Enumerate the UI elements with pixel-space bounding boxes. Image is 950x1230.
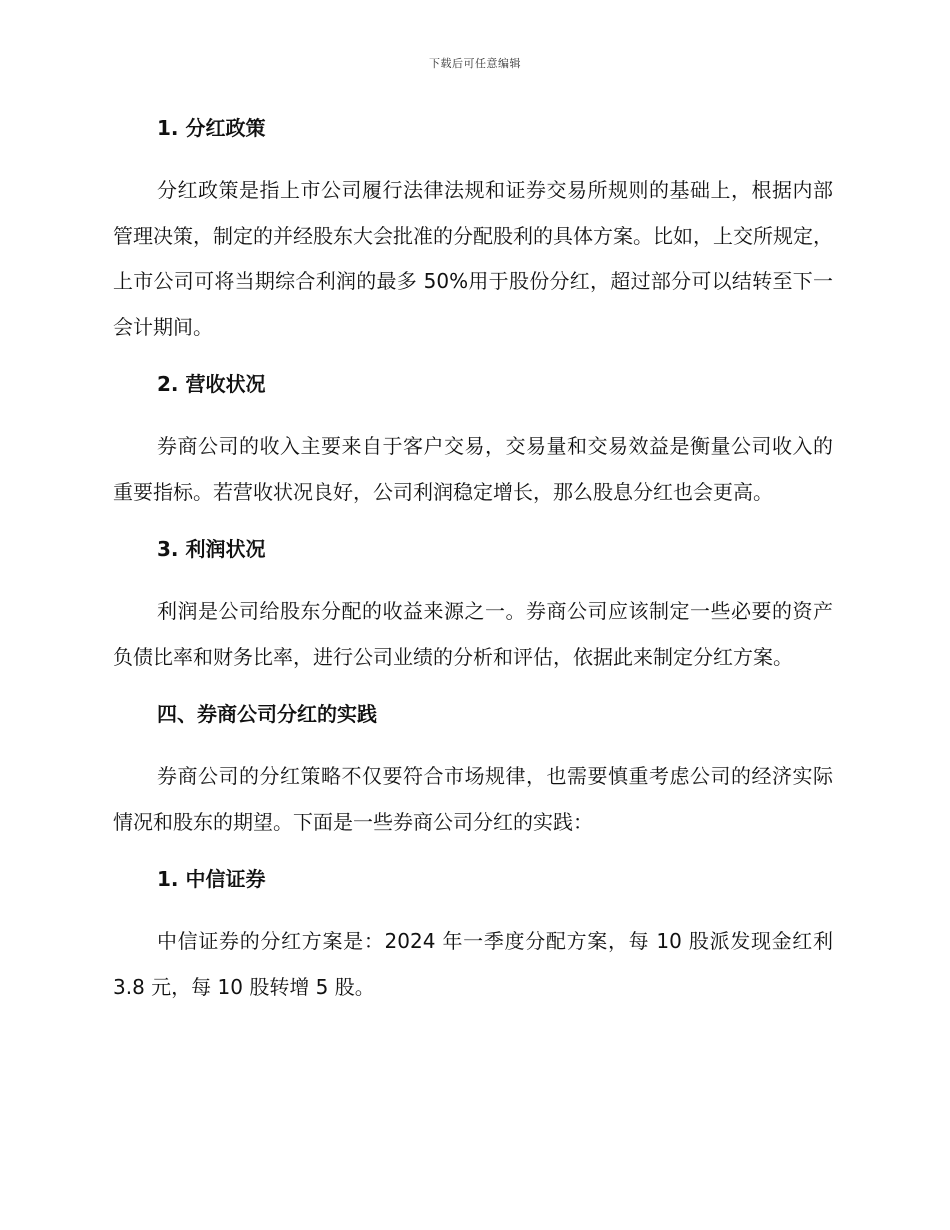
- section-heading-revenue: 2. 营收状况: [157, 372, 266, 396]
- paragraph-practice: 券商公司的分红策略不仅要符合市场规律，也需要慎重考虑公司的经济实际情况和股东的期望。下面是一些券商公司分红的实践：: [113, 764, 833, 834]
- paragraph-revenue: 券商公司的收入主要来自于客户交易，交易量和交易效益是衡量公司收入的重要指标。若营收状况良好，公司利润稳定增长，那么股息分红也会更高。: [113, 434, 833, 504]
- document-body: [113, 110, 833, 1010]
- page-header: 下载后可任意编辑: [429, 57, 521, 70]
- section-heading-dividend-policy: 1. 分红政策: [157, 116, 266, 140]
- section-heading-citic: 1. 中信证券: [157, 867, 266, 891]
- paragraph-citic: 中信证券的分红方案是：2024 年一季度分配方案，每 10 股派发现金红利 3.8 元，每 10 股转增 5 股。: [113, 929, 833, 999]
- paragraph-profit: 利润是公司给股东分配的收益来源之一。券商公司应该制定一些必要的资产负债比率和财务比率，进行公司业绩的分析和评估，依据此来制定分红方案。: [113, 599, 833, 669]
- paragraph-dividend-policy: 分红政策是指上市公司履行法律法规和证券交易所规则的基础上，根据内部管理决策，制定的并经股东大会批准的分配股利的具体方案。比如，上交所规定，上市公司可将当期综合利润的最多 50%用于股份分红，超过部分可以结转至下一会计期间。: [113, 178, 833, 339]
- section-heading-practice: 四、券商公司分红的实践: [157, 702, 377, 726]
- section-heading-profit: 3. 利润状况: [157, 537, 266, 561]
